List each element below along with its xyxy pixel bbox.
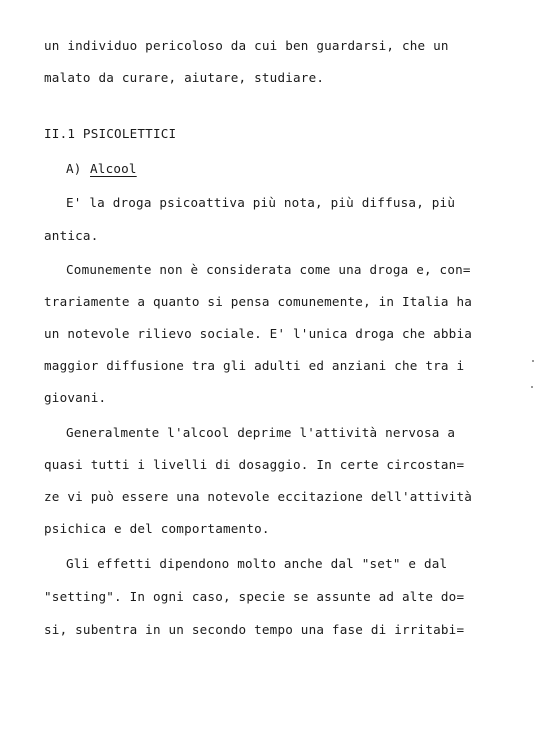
text-line: Generalmente l'alcool deprime l'attività nervosa a: [66, 425, 456, 440]
section-heading: II.1 PSICOLETTICI: [44, 126, 177, 141]
text-line: ze vi può essere una notevole eccitazione dell'attività: [44, 489, 473, 504]
text-line: E' la droga psicoattiva più nota, più diffusa, più: [66, 195, 456, 210]
text-line: maggior diffusione tra gli adulti ed anziani che tra i: [44, 358, 465, 373]
text-line: Comunemente non è considerata come una droga e, con=: [66, 262, 471, 277]
text-line: antica.: [44, 228, 99, 243]
text-line: un individuo pericoloso da cui ben guardarsi, che un: [44, 38, 449, 53]
scan-speck: [532, 360, 534, 362]
text-line: malato da curare, aiutare, studiare.: [44, 70, 325, 85]
subsection-title: Alcool: [90, 161, 137, 176]
text-line: Gli effetti dipendono molto anche dal "set" e dal: [66, 556, 448, 571]
text-line: un notevole rilievo sociale. E' l'unica droga che abbia: [44, 326, 473, 341]
text-line: "setting". In ogni caso, specie se assunte ad alte do=: [44, 589, 465, 604]
text-line: psichica e del comportamento.: [44, 521, 270, 536]
text-line: si, subentra in un secondo tempo una fase di irritabi=: [44, 622, 465, 637]
subsection-marker: A): [66, 161, 90, 176]
text-line: trariamente a quanto si pensa comunemente, in Italia ha: [44, 294, 473, 309]
scan-speck: [531, 386, 533, 388]
text-line: quasi tutti i livelli di dosaggio. In certe circostan=: [44, 457, 465, 472]
text-line: giovani.: [44, 390, 107, 405]
